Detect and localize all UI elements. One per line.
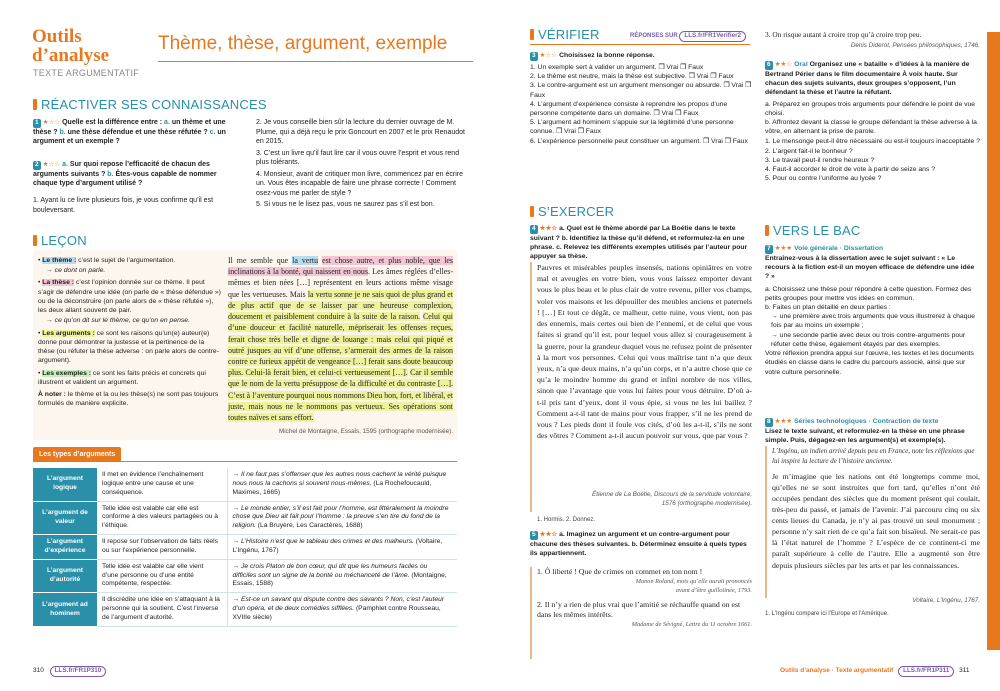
footnote: 1. L’Ingénu compare ici l’Europe et l’Amérique. [765, 611, 889, 617]
stars-icon: ★★★ [774, 245, 793, 252]
voltaire-source: Voltaire, L’Ingénu, 1767. [912, 597, 980, 604]
quote-text: . Les âmes réglées d’elles-mêmes et bien nées […] représentent en leurs actions même visage que les vertueuses. Mais [228, 267, 453, 299]
theme-text: c’est le sujet de l’argumentation. [76, 257, 176, 264]
type-example-cell [227, 593, 457, 627]
question-number: 3 [532, 52, 536, 59]
answers-label: RÉPONSES SUR [630, 33, 678, 39]
types-row [33, 468, 457, 501]
theme-example: → ce dont on parle. [46, 267, 106, 275]
q5-theses [537, 567, 752, 630]
q5-these: 2. Il n’y a rien de plus vrai que l’amitié se réchauffe quand on est dans les mêmes intérêts. [537, 599, 741, 620]
type-desc: Telle idée est valable car elle vient d’une personne ou d’une entité compétente, respectée. [97, 559, 227, 593]
stars-icon: ★★☆ [539, 531, 558, 538]
q7-b1: → une première avec trois arguments que vous illustrerez à chaque fois par au moins un exemple ; [771, 313, 976, 330]
lecon-definitions: • Le thème : c’est le sujet de l’argumentation. → ce dont on parle. • La thèse : c’est l’opinion donnée sur ce thème. Il peut s’agir de défendre une idée (on parle de « thèse défendue ») ou de la déconstruire (on parle alors de « thèse réfutée »), les deux allant souvent de pair. → ce qu’on dit sur le thème, ce qu’on en pense. • Les arguments : ce sont les raisons qu’un(e) auteur(e) donne pour démontrer la justesse et la pertinence de la thèse (ou réfuter la thèse adverse : on parle alors de contre-argument). • Les exemples : ce sont les faits précis et concrets qui illustrent et valident un argument. À noter : le thème et la ou les thèse(s) ne sont pas toujours formulés de manière explicite. [38, 257, 221, 408]
page-title: Thème, thèse, argument, exemple [158, 33, 448, 54]
q1-a: a. [164, 119, 170, 126]
type-example-cell [227, 468, 457, 501]
boetie-source [537, 491, 752, 508]
q7-text: Entraînez-vous à la dissertation avec le sujet suivant : « Le recours à la fiction est-il un moyen efficace de défendre une idée ? » [765, 254, 975, 281]
question-2 [33, 160, 243, 189]
types-tab: Les types d’arguments [33, 447, 121, 462]
type-example-cell [227, 501, 457, 535]
q7-b: b. Faites un plan détaillé en deux parties : [765, 304, 891, 311]
source-line: Étienne de La Boétie, Discours de la servitude volontaire, [592, 491, 752, 498]
q7-head: Voie générale · Dissertation [794, 245, 884, 252]
question-number: 6 [767, 61, 771, 68]
type-name: L’argument ad hominem [33, 593, 97, 627]
question-number: 5 [532, 531, 536, 538]
q5-text: a. Imaginez un argument et un contre-argument pour chacune des thèses suivantes. b. Déterminez ensuite à quels types ils appartiennent. [530, 531, 747, 558]
quote-these: est chose autre, et plus noble, que les inclinations à la bonté, qui naissent en nous [228, 256, 453, 277]
footnote: 1. Hormis. 2. Donnez. [537, 517, 596, 523]
q2-text-b: Êtes-vous capable de nommer chaque type d’argument utilisé ? [33, 170, 217, 188]
stars-icon: ★☆☆ [539, 52, 558, 59]
q6-item: 2. L’argent fait-il le bonheur ? [765, 147, 853, 155]
type-example: → Je crois Platon de bon cœur, qui dit que les humeurs faciles ou difficiles sont un signe de la bonté ou méchanceté de l’âme. [232, 562, 428, 579]
q2-a: a. [62, 161, 68, 168]
section-bac [765, 222, 860, 240]
quote-argument: Car il semble que le nom de la vertu présuppose de la difficulté et du contraste […]. C’est à l’aventure pourquoi nous nommons Dieu bon, fort, et libéral, et juste, mais nous ne le nommons pas vertueux. Ses opérations sont toutes naïves et sans effort. [228, 368, 453, 423]
quote-source: Michel de Montaigne, Essais, 1595 (orthographe modernisée). [279, 428, 453, 435]
q3-item: 4. L’argument d’expérience consiste à reprendre les propos d’une personne compétente dans un domaine. ❒ Vrai ❒ Faux [530, 100, 728, 117]
edge-tab [987, 32, 1000, 650]
reactiver-items-col [256, 118, 466, 210]
q7-a: a. Choisissez une thèse pour répondre à cette question. Formez des petits groupes pour mettre vos idées en commun. [765, 285, 972, 302]
reactiver-item: 5. Si vous ne le lisez pas, vous ne saurez pas s’il est bon. [256, 201, 435, 209]
section-bullet-icon [33, 235, 37, 246]
page-number: 310 [33, 667, 44, 674]
types-row [33, 535, 457, 560]
type-name: L’argument d’autorité [33, 559, 97, 593]
q7-b2: → une seconde partie avec deux ou trois contre-arguments pour réfuter cette thèse, également étayés par des exemples. [771, 331, 966, 348]
note-text: le thème et la ou les thèse(s) ne sont pas toujours formulés de manière explicite. [38, 391, 219, 408]
question-3 [530, 51, 752, 146]
type-desc: Il discrédite une idée en s’attaquant à la personne qui la soutient. C’est l’inverse de l’argument d’autorité. [97, 593, 227, 627]
question-number: 7 [767, 245, 771, 252]
voltaire-quote: Je m’imagine que les nations ont été longtemps comme moi, qu’elles ne se sont instruites que fort tard, qu’elles n’ont été occupées pendant des siècles que du moment présent qui coulait, très-peu du passé, et jamais de l’avenir. J’ai parcouru cinq ou six cents lieues du Canada, je n’y ai pas trouvé un seul monument ; personne n’y sait rien de ce qu’a fait son bisaïeul. Ne serait-ce pas là l’état naturel de l’homme ? L’espèce de ce continent-ci me paraît supérieure à celle de l’autre. Elle a augmenté son être depuis plusieurs siècles par les arts et par les connaissances. [772, 472, 980, 570]
q3-item: 5. L’argument ad hominem s’appuie sur la légitimité d’une personne connue. ❒ Vrai ❒ Faux [530, 119, 734, 136]
section-lecon-title: LEÇON [41, 233, 87, 248]
footer-right [780, 666, 970, 677]
question-4 [530, 224, 752, 262]
section-bullet-icon [33, 99, 37, 110]
type-ref: (La Rochefoucauld, Maximes, 1665) [232, 479, 432, 496]
answers-pill[interactable]: LLS.fr/FR1Verifier2 [679, 31, 746, 42]
brand-title [32, 27, 109, 65]
type-ref: (Voltaire, L’Ingénu, 1767) [232, 538, 443, 554]
q5-these: 1. Ô liberté ! Que de crimes on commet en ton nom ! [537, 567, 703, 576]
examples-label: Les exemples : [42, 369, 92, 377]
q5-source: avant d’être guillotinée, 1793. [675, 586, 752, 594]
note-label: À noter : [38, 391, 66, 399]
type-example: → Il ne faut pas s’offenser que les autres nous cachent la vérité puisque nous nous la cachons si souvent nous-mêmes. [232, 471, 447, 487]
q1-text-a: Quelle est la différence entre : [62, 119, 165, 126]
question-7 [765, 244, 980, 377]
stars-icon: ★☆☆ [42, 119, 61, 126]
quote-text: Il me semble que [228, 256, 293, 265]
q6-item: 5. Pour ou contre l’uniforme au lycée ? [765, 175, 882, 183]
types-table [33, 468, 457, 627]
q8-intro: L’Ingénu, un indien arrivé depuis peu en France, note les réflexions que lui inspire la lecture de l’histoire ancienne. [772, 447, 975, 465]
stars-icon: ★☆☆ [42, 161, 61, 168]
type-name: L’argument d’expérience [33, 535, 97, 560]
footer-left [33, 666, 106, 677]
type-name: L’argument de valeur [33, 501, 97, 535]
type-desc: Telle idée est valable car elle est conforme à des valeurs partagées ou à l’éthique. [97, 501, 227, 535]
quote-theme: la vertu [292, 256, 319, 265]
q3-item: 2. Le thème est neutre, mais la thèse est subjective. ❒ Vrai ❒ Faux [530, 73, 734, 81]
q4-text: a. Quel est le thème abordé par La Boétie dans le texte suivant ? b. Identifiez la thèse qu’il défend, et reformulez-la en une phrase. c. Relevez les différents exemples utilisés par l’auteur pour appuyer sa thèse. [530, 225, 748, 261]
type-example-cell [227, 535, 457, 560]
reactiver-item: 3. C’est un livre qu’il faut lire car il vous ouvre l’esprit et vous rend plus tolérants. [256, 149, 460, 167]
type-example-cell [227, 559, 457, 593]
type-ref: (Montaigne, Essais, 1588) [232, 571, 447, 588]
question-8 [765, 417, 980, 445]
reactiver-item: 2. Je vous conseille bien sûr la lecture du dernier ouvrage de M. Plume, qui a déjà reçu le prix Goncourt en 2007 et le prix Renaudot en 2015. [256, 119, 465, 146]
q3-title: Choisissez la bonne réponse. [559, 52, 655, 59]
q5-source: Denis Diderot, Pensées philosophiques, 1746. [850, 42, 980, 49]
footer-label: Outils d’analyse · Texte argumentatif [780, 667, 894, 674]
q7-end: Votre réflexion prendra appui sur l’œuvre, les textes et les documents étudiés en classe dans le cadre du parcours associé, ainsi que sur votre culture personnelle. [765, 350, 974, 376]
type-desc: Il repose sur l’observation de faits réels ou sur l’expérience personnelle. [97, 535, 227, 560]
footer-link[interactable]: LLS.fr/FR1P311 [898, 666, 954, 677]
q1-b: b. [59, 128, 66, 136]
q8-head: Séries technologiques · Contraction de texte [794, 418, 939, 425]
stars-icon: ★★★ [774, 418, 793, 425]
q6-b: b. Affrontez devant la classe le groupe défendant la thèse adverse à la vôtre, en alternant la prise de parole. [765, 119, 977, 136]
quote-argument: Celui qui d’une douceur et facilité naturelle, mépriserait les offenses reçues, ferait chose très belle et digne de louange : mais celui qui piqué et outré jusques au vif d’une offense, s’armerait des armes de la raison contre ce furieux appétit de vengeance […] ferait sans doute beaucoup plus. Celui-là ferait bien, et celui-ci vertueusement […]. [228, 312, 453, 378]
question-5 [530, 530, 752, 558]
q1-text-d: un argument et un exemple ? [33, 128, 226, 146]
args-text: ce sont les raisons qu’un(e) auteur(e) donne pour démontrer la justesse et la pertinence de la thèse (ou réfuter la thèse adverse : on parle alors de contre-argument). [38, 329, 219, 365]
type-example: → Est-ce un savant qui dispute contre des savants ? Non, c’est l’auteur d’un opéra, et de deux comédies sifflées. [232, 596, 445, 613]
q6-item: 3. Le travail peut-il rendre heureux ? [765, 156, 875, 164]
these-label: La thèse : [42, 279, 75, 287]
stars-icon: ★★☆ [539, 225, 558, 232]
section-bullet-icon [765, 225, 769, 236]
type-example: → L’Histoire n’est que le tableau des crimes et des malheurs. [232, 538, 414, 546]
section-bullet-icon [530, 29, 534, 40]
theme-label: Le thème : [42, 257, 77, 264]
source-line: 1576 (orthographe modernisée). [661, 499, 752, 507]
type-desc: Il met en évidence l’enchaînement logique entre une cause et une conséquence. [97, 468, 227, 501]
q3-item: 6. L’expérience personnelle peut constituer un argument. ❒ Vrai ❒ Faux [530, 137, 748, 145]
question-1 [33, 118, 243, 147]
q6-item: 4. Faut-il accorder le droit de vote à partir de seize ans ? [765, 166, 936, 174]
question-number: 1 [35, 119, 39, 126]
right-page [500, 0, 1000, 691]
type-ref: (La Bruyère, Les Caractères, 1688) [257, 522, 363, 530]
section-exercer [530, 203, 614, 221]
section-verifier-title: VÉRIFIER [538, 27, 600, 42]
stars-icon: ★★☆ [774, 61, 793, 68]
types-row [33, 559, 457, 593]
section-bac-title: VERS LE BAC [773, 223, 861, 238]
q3-item: 1. Un exemple sert à valider un argument. ❒ Vrai ❒ Faux [530, 63, 704, 71]
type-ref: (Pamphlet contre Rousseau, XVIIIe siècle) [232, 605, 441, 621]
section-reactiver [33, 96, 267, 114]
footer-link[interactable]: LLS.fr/FR1P310 [50, 666, 107, 677]
brand-subtitle: TEXTE ARGUMENTATIF [33, 68, 140, 78]
question-number: 8 [767, 418, 771, 425]
page-number: 311 [959, 667, 970, 674]
section-reactiver-title: RÉACTIVER SES CONNAISSANCES [41, 97, 267, 112]
section-lecon [33, 232, 87, 250]
q6-item: 1. Le mensonge peut-il être nécessaire ou est-il toujours inacceptable ? [765, 138, 980, 146]
question-number: 2 [35, 161, 39, 168]
section-verifier [530, 26, 600, 44]
q1-c: c. [209, 128, 216, 136]
quote-rule [530, 262, 532, 512]
q6-a: a. Préparez en groupes trois arguments pour défendre le point de vue choisi. [765, 100, 976, 117]
types-row [33, 501, 457, 535]
examples-text: ce sont les faits précis et concrets qui illustrent et valident un argument. [38, 369, 206, 386]
type-example: → Le monde entier, s’il est fait pour l’homme, est littéralement la moindre chose que Dieu ait fait pour l’homme : la preuve s’en tire du fond de la religion. [232, 504, 449, 530]
quote-rule [765, 446, 767, 598]
section-bullet-icon [530, 206, 534, 217]
q6-head: Oral [794, 61, 808, 68]
question-6 [765, 60, 980, 184]
title-rule [158, 61, 473, 62]
q1-text-c: une thèse défendue et une thèse réfutée ? [65, 128, 210, 136]
quote-argument: la vertu sonne je ne sais quoi de plus grand et de plus actif que de se laisser par une heureuse complexion, doucement et paisiblement conduire à la suite de la raison. [228, 289, 453, 322]
q5-source: Madame de Sévigné, Lettre du 11 octobre 1661. [631, 621, 752, 629]
q5-source: Manon Roland, mots qu’elle aurait prononcés [635, 577, 752, 585]
verifier-rule [530, 44, 750, 45]
montaigne-quote [228, 255, 453, 423]
brand-line-1: Outils [32, 26, 82, 47]
q3-item: 3. Le contre-argument est un argument mensonger ou absurde. ❒ Vrai ❒ Faux [530, 82, 752, 99]
types-rule [33, 461, 457, 462]
q6-text: Organisez une « bataille » d’idées à la manière de Bertrand Périer dans le film documentaire À voix haute. Sur chacun des sujets suivants, deux groupes s’opposent, l’un défendant la thèse et l’autre la réfutant. [765, 61, 970, 97]
types-row [33, 593, 457, 627]
q5-these: 3. On risque autant à croire trop qu’à croire trop peu. [765, 30, 922, 39]
question-number: 4 [532, 225, 536, 232]
brand-line-2: d’analyse [32, 45, 110, 66]
q1-text-b: un thème et une thèse ? [33, 119, 226, 136]
type-name: L’argument logique [33, 468, 97, 501]
these-text: c’est l’opinion donnée sur ce thème. Il peut s’agir de défendre une idée (on parle de « thèse défendue ») ou de la déconstruire (on parle alors de « thèse réfutée »), les deux allant souvent de pair. [38, 279, 221, 315]
reactiver-item: 1. Ayant lu ce livre plusieurs fois, je vous confirme qu’il est bouleversant. [33, 197, 214, 214]
these-example: → ce qu’on dit sur le thème, ce qu’on en pense. [46, 317, 190, 325]
q2-b: b. [107, 170, 114, 178]
args-label: Les arguments : [42, 329, 95, 337]
reactiver-item: 4. Monsieur, avant de critiquer mon livre, commencez par en écrire un. Vous êtes incapable de faire une phrase correcte ! Comment osez-vous me parler de style ? [256, 170, 463, 197]
quote-rule [530, 567, 532, 659]
section-exercer-title: S’EXERCER [538, 204, 615, 219]
answers-link [630, 31, 746, 42]
q2-text-a: Sur quoi repose l’efficacité de chacun des arguments suivants ? [33, 161, 210, 178]
q8-text: Lisez le texte suivant, et reformulez-en la thèse en une phrase simple. Puis, dégagez-en les argument(s) et exemple(s). [765, 427, 965, 445]
boetie-quote: Pauvres et misérables peuples insensés, nations opiniâtres en votre mal et aveugles en votre bien, vous vous laissez emporter devant vous le plus beau et le plus clair de votre revenu, piller vos champs, voler vos maisons et les dépouiller des meubles anciens et paternels ! […] Et tout ce dégât, ce malheur, cette ruine, vous vient, non pas des ennemis, mais certes oui bien de l’ennemi, et de celui que vous faites si grand qu’il est, pour lequel vous allez si courageusement à la guerre, pour la grandeur duquel vous ne refusez point de présenter à la mort vos personnes. Celui qui vous maîtrise tant n’a que deux yeux, n’a que deux mains, n’a qu’un corps, et n’a autre chose que ce qu’a le moindre homme du grand et infini nombre de nos villes, sinon que l’avantage que vous lui faites pour vous détruire. D’où a-t-il pris tant d’yeux, dont il vous épie, si vous ne les lui baillez ? Comment a-t-il tant de mains pour vous frapper, s’il ne les prend de vous ? Les pieds dont il foule vos cités, d’où les a-t-il, s’ils ne sont des vôtres ? Comment a-t-il aucun pouvoir sur vous, que par vous ? [537, 263, 752, 441]
